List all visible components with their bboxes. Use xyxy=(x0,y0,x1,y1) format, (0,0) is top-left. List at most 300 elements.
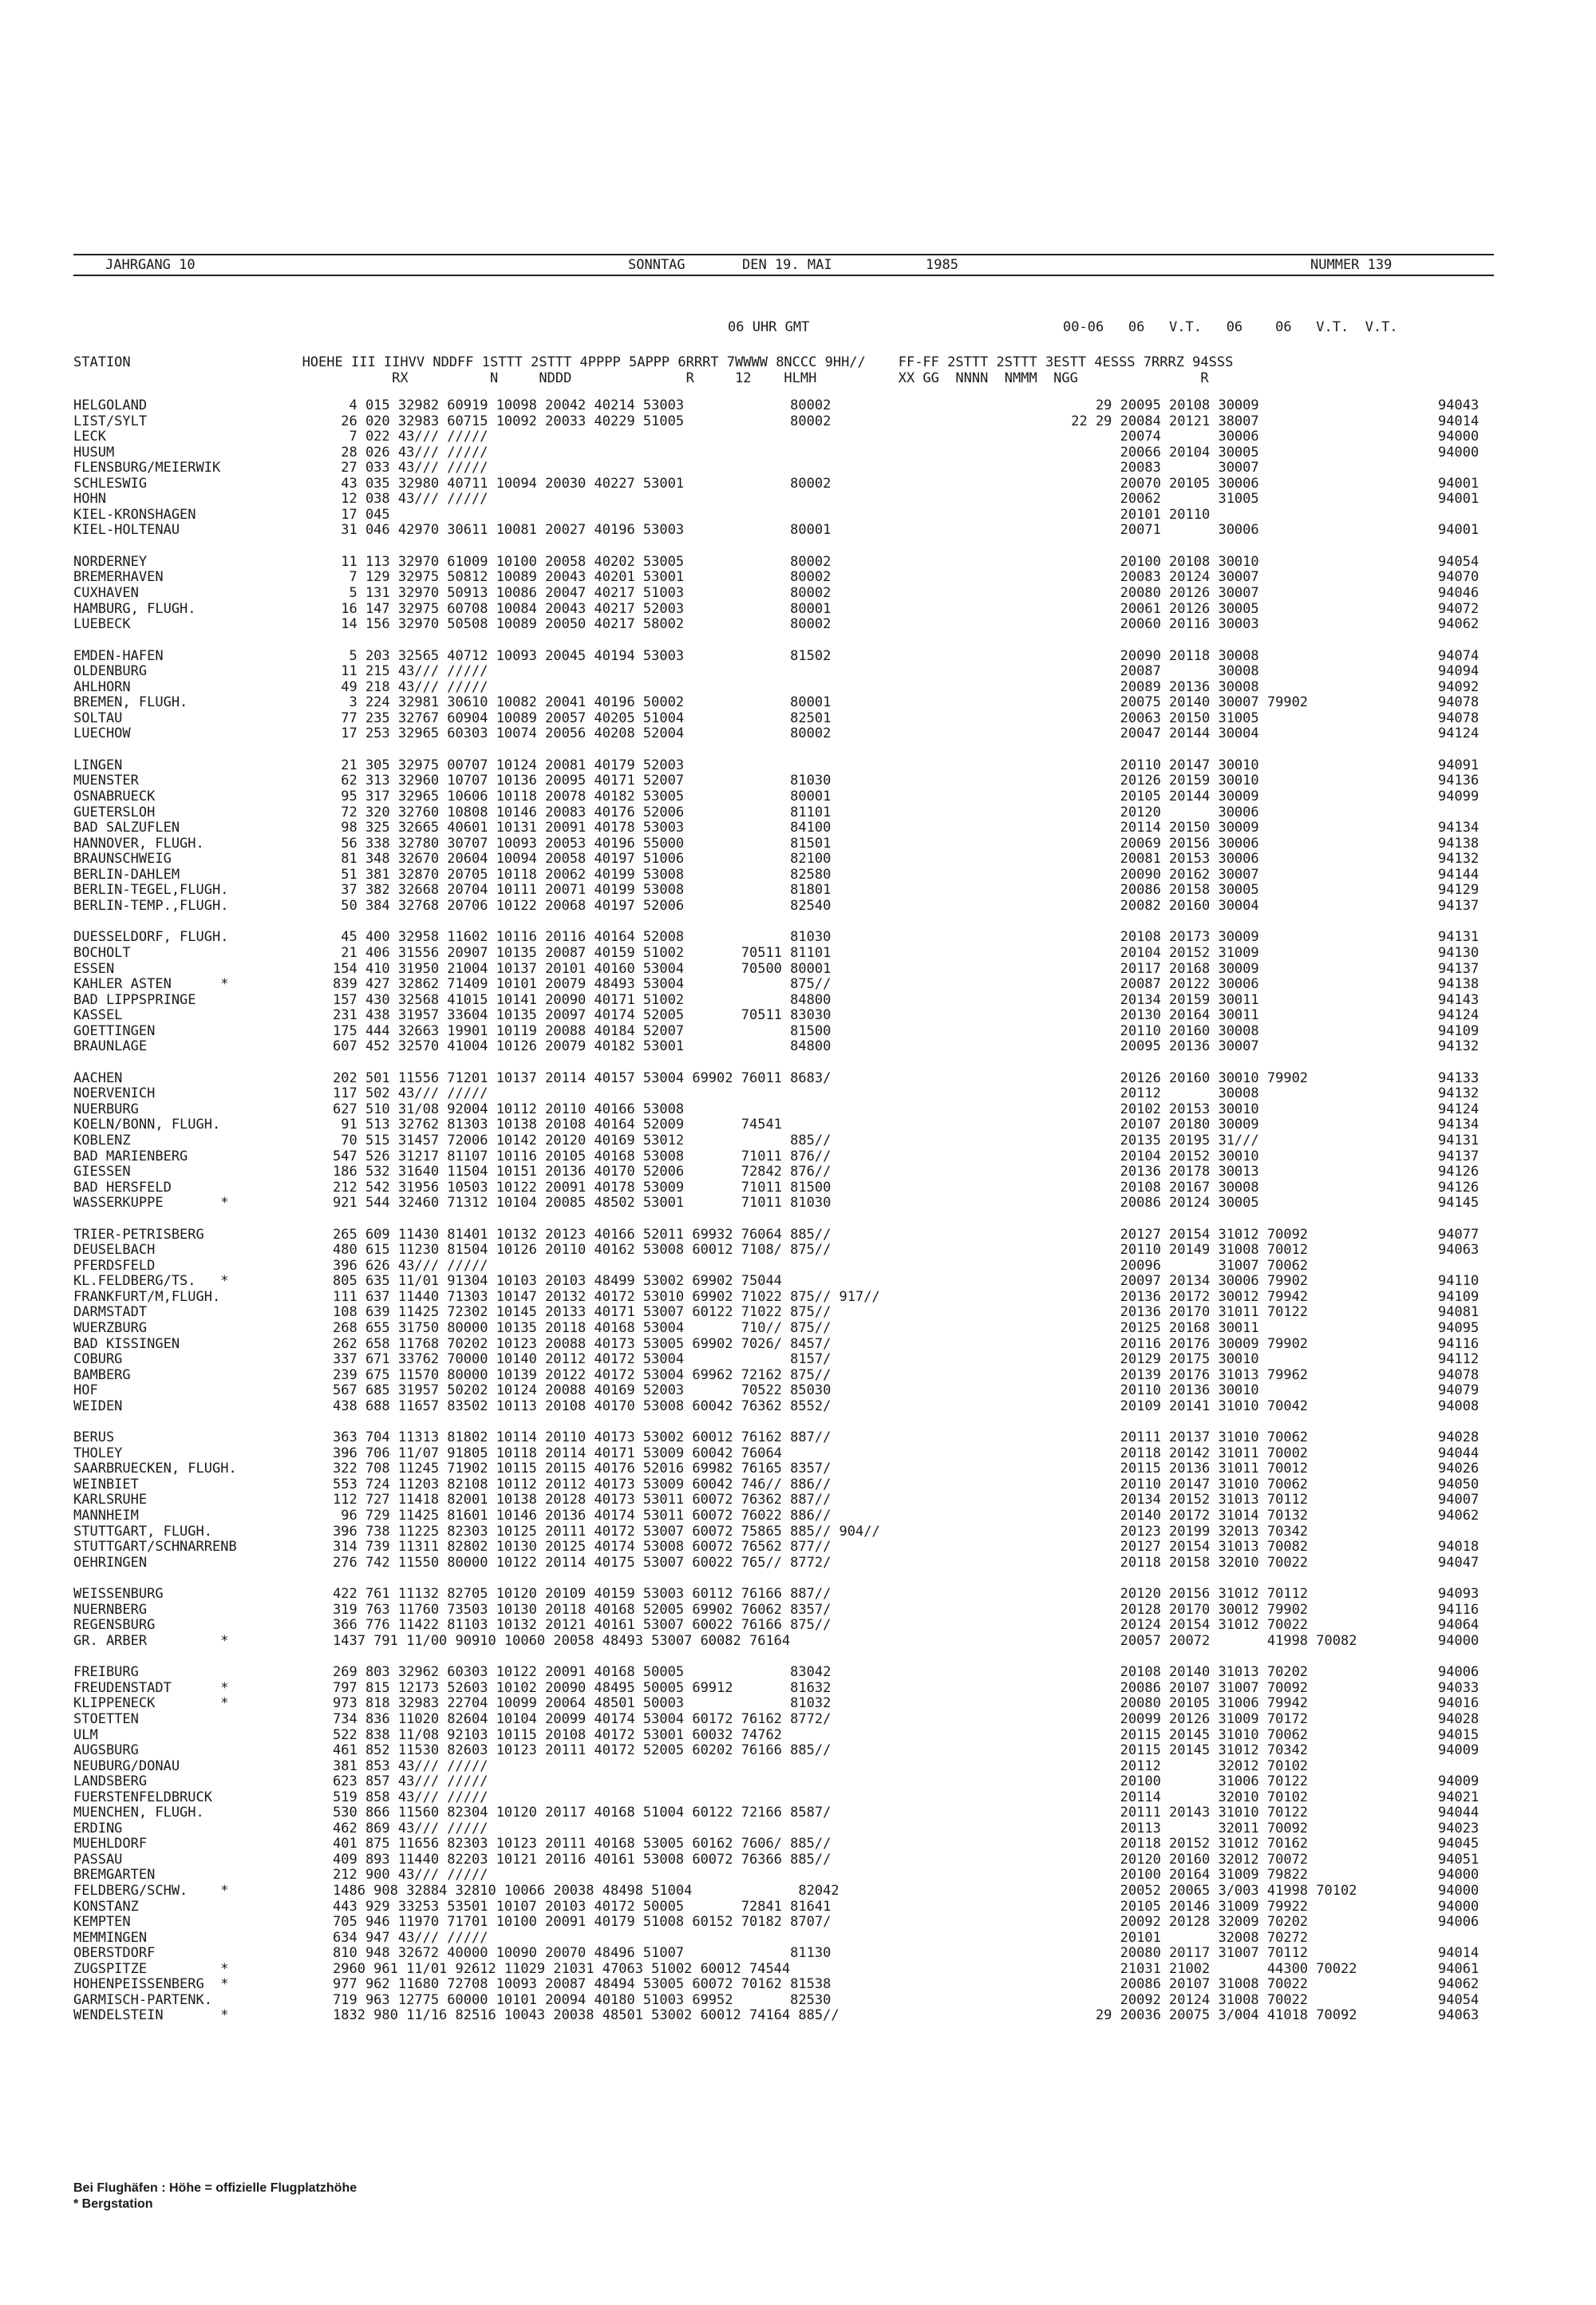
station-row xyxy=(73,1821,1494,1836)
station-snow-group: 94018 xyxy=(1438,1539,1479,1556)
station-snow-group: 94132 xyxy=(1438,1038,1479,1055)
station-main-obs: 108 639 11425 72302 10145 20133 40171 53007 60122 71022 875// xyxy=(333,1304,832,1321)
station-name: MANNHEIM xyxy=(73,1508,139,1524)
station-name: BERLIN-TEMP.,FLUGH. xyxy=(73,897,229,914)
station-row xyxy=(73,569,1494,585)
station-main-obs: 175 444 32663 19901 10119 20088 40184 52007 81500 xyxy=(333,1022,832,1039)
station-name: REGENSBURG xyxy=(73,1617,156,1634)
station-period-obs: 20115 20136 31011 70012 xyxy=(1063,1461,1309,1477)
station-row xyxy=(73,1180,1494,1196)
station-main-obs: 28 026 43/// ///// xyxy=(333,444,488,461)
station-name: HOHN xyxy=(73,491,106,508)
station-period-obs: 20108 20167 30008 xyxy=(1063,1179,1259,1196)
station-snow-group: 94016 xyxy=(1438,1695,1479,1712)
station-snow-group: 94078 xyxy=(1438,1366,1479,1383)
station-row xyxy=(73,1149,1494,1164)
station-period-obs: 20114 32010 70102 xyxy=(1063,1789,1309,1805)
station-snow-group: 94008 xyxy=(1438,1398,1479,1414)
station-main-obs: 212 542 31956 10503 10122 20091 40178 53009 71011 81500 xyxy=(333,1179,832,1196)
station-period-obs: 20134 20159 30011 xyxy=(1063,991,1259,1008)
station-period-obs: 20086 20107 31007 70092 xyxy=(1063,1679,1309,1696)
station-snow-group: 94006 xyxy=(1438,1664,1479,1681)
report-header xyxy=(73,254,1494,276)
station-snow-group: 94000 xyxy=(1438,429,1479,445)
station-row xyxy=(73,1398,1494,1414)
station-row xyxy=(73,1711,1494,1727)
station-row xyxy=(73,1524,1494,1540)
station-main-obs: 11 113 32970 61009 10100 20058 40202 53005 80002 xyxy=(333,553,832,570)
station-period-obs: 20061 20126 30005 xyxy=(1063,600,1259,617)
station-main-obs: 96 729 11425 81601 10146 20136 40174 53011 60072 76022 886// xyxy=(333,1508,832,1524)
station-name: HELGOLAND xyxy=(73,397,148,413)
station-main-obs: 462 869 43/// ///// xyxy=(333,1820,488,1836)
station-row xyxy=(73,1258,1494,1274)
station-row xyxy=(73,1555,1494,1571)
station-main-obs: 5 131 32970 50913 10086 20047 40217 51003 80002 xyxy=(333,585,832,602)
station-row xyxy=(73,694,1494,710)
station-row xyxy=(73,1664,1494,1680)
station-row xyxy=(73,1805,1494,1821)
station-main-obs: 627 510 31/08 92004 10112 20110 40166 53008 xyxy=(333,1101,685,1117)
station-main-obs: 519 858 43/// ///// xyxy=(333,1789,488,1805)
station-name: LECK xyxy=(73,429,106,445)
station-period-obs: 20118 20158 32010 70022 xyxy=(1063,1554,1309,1571)
station-main-obs: 3 224 32981 30610 10082 20041 40196 50002 80001 xyxy=(333,694,832,711)
station-period-obs: 20063 20150 31005 xyxy=(1063,710,1259,726)
station-row xyxy=(73,773,1494,789)
station-row xyxy=(73,1164,1494,1180)
station-name: KLIPPENECK * xyxy=(73,1695,229,1712)
station-period-obs: 20080 20117 31007 70112 xyxy=(1063,1945,1309,1962)
station-snow-group: 94044 xyxy=(1438,1445,1479,1461)
station-snow-group: 94095 xyxy=(1438,1319,1479,1336)
station-name: NEUBURG/DONAU xyxy=(73,1757,180,1774)
station-row xyxy=(73,1023,1494,1039)
station-snow-group: 94001 xyxy=(1438,475,1479,492)
station-period-obs: 20074 30006 xyxy=(1063,429,1259,445)
station-row xyxy=(73,476,1494,492)
station-name: LIST/SYLT xyxy=(73,413,148,429)
station-row xyxy=(73,1085,1494,1101)
station-period-obs: 20090 20118 30008 xyxy=(1063,647,1259,664)
station-name: GR. ARBER * xyxy=(73,1632,229,1649)
station-main-obs: 11 215 43/// ///// xyxy=(333,663,488,680)
station-snow-group: 94133 xyxy=(1438,1069,1479,1086)
station-snow-group: 94134 xyxy=(1438,820,1479,836)
station-period-obs: 20136 20172 30012 79942 xyxy=(1063,1288,1309,1305)
station-main-obs: 7 022 43/// ///// xyxy=(333,429,488,445)
station-row xyxy=(73,554,1494,570)
station-main-obs: 396 738 11225 82303 10125 20111 40172 53007 60072 75865 885// 904// xyxy=(333,1523,880,1540)
station-row xyxy=(73,1727,1494,1743)
station-row xyxy=(73,1477,1494,1493)
group-spacer xyxy=(73,741,1494,757)
station-row xyxy=(73,491,1494,507)
station-row xyxy=(73,648,1494,664)
station-snow-group: 94091 xyxy=(1438,757,1479,773)
station-name: BRAUNSCHWEIG xyxy=(73,851,172,868)
station-name: GOETTINGEN xyxy=(73,1022,156,1039)
station-name: BRAUNLAGE xyxy=(73,1038,148,1055)
station-snow-group: 94144 xyxy=(1438,866,1479,883)
station-name: BAD HERSFELD xyxy=(73,1179,172,1196)
station-snow-group: 94132 xyxy=(1438,1085,1479,1102)
station-name: AACHEN xyxy=(73,1069,123,1086)
station-name: NUERBURG xyxy=(73,1101,139,1117)
station-period-obs: 20118 20142 31011 70002 xyxy=(1063,1445,1309,1461)
station-row xyxy=(73,1930,1494,1946)
station-main-obs: 14 156 32970 50508 10089 20050 40217 58002 80002 xyxy=(333,616,832,633)
station-main-obs: 921 544 32460 71312 10104 20085 48502 53001 71011 81030 xyxy=(333,1195,832,1212)
station-name: KAHLER ASTEN * xyxy=(73,976,229,993)
station-main-obs: 396 626 43/// ///// xyxy=(333,1257,488,1274)
station-main-obs: 480 615 11230 81504 10126 20110 40162 53008 60012 7108/ 875// xyxy=(333,1242,832,1259)
station-name: KOELN/BONN, FLUGH. xyxy=(73,1117,221,1133)
station-main-obs: 7 129 32975 50812 10089 20043 40201 53001 80002 xyxy=(333,569,832,586)
station-name: STUTTGART/SCHNARRENB xyxy=(73,1539,237,1556)
station-name: SOLTAU xyxy=(73,710,123,726)
station-period-obs: 20096 31007 70062 xyxy=(1063,1257,1309,1274)
station-period-obs: 20083 20124 30007 xyxy=(1063,569,1259,586)
station-period-obs: 20070 20105 30006 xyxy=(1063,475,1259,492)
group-spacer xyxy=(73,538,1494,554)
station-name: WEISSENBURG xyxy=(73,1586,164,1603)
station-name: BREMERHAVEN xyxy=(73,569,164,586)
station-period-obs: 20083 30007 xyxy=(1063,460,1259,476)
station-row xyxy=(73,1899,1494,1915)
station-row xyxy=(73,1367,1494,1383)
column-codes-line1: STATION HOEHE III IIHVV NDDFF 1STTT 2STTT 4PPPP 5APPP 6RRRT 7WWWW 8NCCC 9HH// FF-FF 2STTT 2STTT 3ESTT 4ESSS 7RRRZ 94SSS xyxy=(73,354,1234,370)
station-name: KASSEL xyxy=(73,1007,123,1024)
station-snow-group: 94129 xyxy=(1438,882,1479,899)
group-spacer xyxy=(73,1054,1494,1070)
station-period-obs: 20117 20168 30009 xyxy=(1063,960,1259,977)
station-name: KL.FELDBERG/TS. * xyxy=(73,1273,229,1290)
station-row xyxy=(73,789,1494,805)
station-row xyxy=(73,805,1494,820)
station-period-obs: 20127 20154 31012 70092 xyxy=(1063,1226,1309,1243)
station-snow-group: 94054 xyxy=(1438,1991,1479,2008)
station-snow-group: 94099 xyxy=(1438,789,1479,805)
station-main-obs: 366 776 11422 81103 10132 20121 40161 53007 60022 76166 875// xyxy=(333,1617,832,1634)
station-period-obs: 20086 20158 30005 xyxy=(1063,882,1259,899)
station-period-obs: 20100 31006 70122 xyxy=(1063,1773,1309,1790)
station-snow-group: 94136 xyxy=(1438,773,1479,789)
station-period-obs: 20123 20199 32013 70342 xyxy=(1063,1523,1309,1540)
station-snow-group: 94138 xyxy=(1438,835,1479,852)
station-name: BAD LIPPSPRINGE xyxy=(73,991,196,1008)
station-name: KEMPTEN xyxy=(73,1914,131,1931)
station-main-obs: 212 900 43/// ///// xyxy=(333,1867,488,1884)
station-period-obs: 20110 20136 30010 xyxy=(1063,1382,1259,1399)
station-name: DEUSELBACH xyxy=(73,1242,156,1259)
station-row xyxy=(73,1836,1494,1852)
station-main-obs: 839 427 32862 71409 10101 20079 48493 53004 875// xyxy=(333,976,832,993)
station-name: BERLIN-DAHLEM xyxy=(73,866,180,883)
station-main-obs: 21 406 31556 20907 10135 20087 40159 51002 70511 81101 xyxy=(333,944,832,961)
station-snow-group: 94000 xyxy=(1438,1883,1479,1900)
station-snow-group: 94131 xyxy=(1438,1132,1479,1149)
station-period-obs: 20108 20173 30009 xyxy=(1063,929,1259,946)
station-snow-group: 94143 xyxy=(1438,991,1479,1008)
station-snow-group: 94078 xyxy=(1438,694,1479,711)
station-main-obs: 265 609 11430 81401 10132 20123 40166 52011 69932 76064 885// xyxy=(333,1226,832,1243)
station-row xyxy=(73,976,1494,992)
station-snow-group: 94047 xyxy=(1438,1554,1479,1571)
time-header-right: 00-06 06 V.T. 06 06 V.T. V.T. xyxy=(1063,319,1398,335)
station-snow-group: 94134 xyxy=(1438,1117,1479,1133)
station-row xyxy=(73,507,1494,523)
station-main-obs: 70 515 31457 72006 10142 20120 40169 53012 885// xyxy=(333,1132,832,1149)
station-row xyxy=(73,1773,1494,1789)
station-row xyxy=(73,1758,1494,1774)
station-main-obs: 401 875 11656 82303 10123 20111 40168 53005 60162 7606/ 885// xyxy=(333,1836,832,1852)
station-snow-group: 94112 xyxy=(1438,1351,1479,1368)
station-main-obs: 396 706 11/07 91805 10118 20114 40171 53009 60042 76064 xyxy=(333,1445,782,1461)
station-period-obs: 21031 21002 44300 70022 xyxy=(1063,1960,1357,1977)
station-snow-group: 94137 xyxy=(1438,897,1479,914)
station-row xyxy=(73,726,1494,741)
station-row xyxy=(73,929,1494,945)
station-snow-group: 94028 xyxy=(1438,1711,1479,1728)
station-name: HOF xyxy=(73,1382,98,1399)
station-period-obs: 20104 20152 30010 xyxy=(1063,1148,1259,1164)
station-period-obs: 20102 20153 30010 xyxy=(1063,1101,1259,1117)
station-snow-group: 94131 xyxy=(1438,929,1479,946)
footnote-mountain-station: * Bergstation xyxy=(73,2197,153,2211)
station-row xyxy=(73,1289,1494,1305)
station-main-obs: 5 203 32565 40712 10093 20045 40194 53003 81502 xyxy=(333,647,832,664)
station-snow-group: 94109 xyxy=(1438,1288,1479,1305)
group-spacer xyxy=(73,1413,1494,1429)
station-main-obs: 16 147 32975 60708 10084 20043 40217 52003 80001 xyxy=(333,600,832,617)
station-period-obs: 20114 20150 30009 xyxy=(1063,820,1259,836)
station-period-obs: 20101 20110 xyxy=(1063,506,1211,523)
station-snow-group: 94124 xyxy=(1438,1101,1479,1117)
station-period-obs: 20136 20170 31011 70122 xyxy=(1063,1304,1309,1321)
station-period-obs: 20089 20136 30008 xyxy=(1063,678,1259,695)
station-main-obs: 4 015 32982 60919 10098 20042 40214 53003 80002 xyxy=(333,397,832,413)
station-period-obs: 20140 20172 31014 70132 xyxy=(1063,1508,1309,1524)
station-name: NORDERNEY xyxy=(73,553,148,570)
station-main-obs: 31 046 42970 30611 10081 20027 40196 53003 80001 xyxy=(333,522,832,539)
station-name: BREMEN, FLUGH. xyxy=(73,694,188,711)
station-period-obs: 20111 20137 31010 70062 xyxy=(1063,1429,1309,1446)
station-main-obs: 154 410 31950 21004 10137 20101 40160 53004 70500 80001 xyxy=(333,960,832,977)
station-name: FELDBERG/SCHW. * xyxy=(73,1883,229,1900)
station-row xyxy=(73,1007,1494,1023)
station-name: THOLEY xyxy=(73,1445,123,1461)
station-snow-group: 94094 xyxy=(1438,663,1479,680)
station-snow-group: 94014 xyxy=(1438,413,1479,429)
station-period-obs: 20081 20153 30006 xyxy=(1063,851,1259,868)
station-main-obs: 43 035 32980 40711 10094 20030 40227 53001 80002 xyxy=(333,475,832,492)
station-name: WENDELSTEIN * xyxy=(73,2007,229,2024)
station-snow-group: 94130 xyxy=(1438,944,1479,961)
station-snow-group: 94126 xyxy=(1438,1164,1479,1180)
station-snow-group: 94093 xyxy=(1438,1586,1479,1603)
station-main-obs: 27 033 43/// ///// xyxy=(333,460,488,476)
station-name: STUTTGART, FLUGH. xyxy=(73,1523,212,1540)
column-codes-line2: RX N NDDD R 12 HLMH XX GG NNNN NMMM NGG R xyxy=(73,370,1209,386)
station-period-obs: 20108 20140 31013 70202 xyxy=(1063,1664,1309,1681)
station-name: OEHRINGEN xyxy=(73,1554,148,1571)
station-main-obs: 81 348 32670 20604 10094 20058 40197 51006 82100 xyxy=(333,851,832,868)
station-snow-group: 94062 xyxy=(1438,1976,1479,1993)
station-row xyxy=(73,413,1494,429)
station-row xyxy=(73,1273,1494,1289)
station-main-obs: 239 675 11570 80000 10139 20122 40172 53004 69962 72162 875// xyxy=(333,1366,832,1383)
station-period-obs: 20087 20122 30006 xyxy=(1063,976,1259,993)
station-row xyxy=(73,1992,1494,2008)
station-row xyxy=(73,1867,1494,1883)
station-period-obs: 20110 20160 30008 xyxy=(1063,1022,1259,1039)
station-name: GIESSEN xyxy=(73,1164,131,1180)
station-snow-group: 94138 xyxy=(1438,976,1479,993)
station-main-obs: 438 688 11657 83502 10113 20108 40170 53008 60042 76362 8552/ xyxy=(333,1398,832,1414)
station-row xyxy=(73,992,1494,1008)
station-snow-group: 94001 xyxy=(1438,522,1479,539)
station-period-obs: 20090 20162 30007 xyxy=(1063,866,1259,883)
station-main-obs: 363 704 11313 81802 10114 20110 40173 53002 60012 76162 887// xyxy=(333,1429,832,1446)
station-main-obs: 117 502 43/// ///// xyxy=(333,1085,488,1102)
station-snow-group: 94043 xyxy=(1438,397,1479,413)
station-name: ULM xyxy=(73,1726,98,1743)
station-main-obs: 461 852 11530 82603 10123 20111 40172 52005 60202 76166 885// xyxy=(333,1742,832,1759)
station-name: BAD KISSINGEN xyxy=(73,1335,180,1352)
station-row xyxy=(73,1445,1494,1461)
station-name: FUERSTENFELDBRUCK xyxy=(73,1789,212,1805)
station-main-obs: 51 381 32870 20705 10118 20062 40199 53008 82580 xyxy=(333,866,832,883)
station-row xyxy=(73,1586,1494,1602)
station-row xyxy=(73,1320,1494,1336)
station-name: FLENSBURG/MEIERWIK xyxy=(73,460,221,476)
station-main-obs: 422 761 11132 82705 10120 20109 40159 53003 60112 76166 887// xyxy=(333,1586,832,1603)
station-main-obs: 314 739 11311 82802 10130 20125 40174 53008 60072 76562 877// xyxy=(333,1539,832,1556)
station-row xyxy=(73,679,1494,695)
station-row xyxy=(73,1883,1494,1899)
station-main-obs: 567 685 31957 50202 10124 20088 40169 52003 70522 85030 xyxy=(333,1382,832,1399)
station-main-obs: 977 962 11680 72708 10093 20087 48494 53005 60072 70162 81538 xyxy=(333,1976,832,1993)
station-name: WUERZBURG xyxy=(73,1319,148,1336)
station-main-obs: 269 803 32962 60303 10122 20091 40168 50005 83042 xyxy=(333,1664,832,1681)
station-period-obs: 20069 20156 30006 xyxy=(1063,835,1259,852)
station-name: KOBLENZ xyxy=(73,1132,131,1149)
station-row xyxy=(73,1945,1494,1961)
station-period-obs: 20113 32011 70092 xyxy=(1063,1820,1309,1836)
station-period-obs: 20092 20128 32009 70202 xyxy=(1063,1914,1309,1931)
station-snow-group: 94054 xyxy=(1438,553,1479,570)
station-snow-group: 94062 xyxy=(1438,1508,1479,1524)
station-name: NUERNBERG xyxy=(73,1601,148,1618)
station-row xyxy=(73,1602,1494,1618)
station-main-obs: 157 430 32568 41015 10141 20090 40171 51002 84800 xyxy=(333,991,832,1008)
station-main-obs: 268 655 31750 80000 10135 20118 40168 53004 710// 875// xyxy=(333,1319,832,1336)
station-period-obs: 20047 20144 30004 xyxy=(1063,726,1259,742)
station-period-obs: 20107 20180 30009 xyxy=(1063,1117,1259,1133)
station-snow-group: 94124 xyxy=(1438,1007,1479,1024)
station-row xyxy=(73,882,1494,898)
station-name: MUENSTER xyxy=(73,773,139,789)
station-main-obs: 37 382 32668 20704 10111 20071 40199 53008 81801 xyxy=(333,882,832,899)
station-name: WASSERKUPPE * xyxy=(73,1195,229,1212)
station-period-obs: 20116 20176 30009 79902 xyxy=(1063,1335,1309,1352)
station-row xyxy=(73,1852,1494,1868)
station-snow-group: 94079 xyxy=(1438,1382,1479,1399)
date-label: DEN 19. MAI xyxy=(742,257,832,273)
station-snow-group: 94006 xyxy=(1438,1914,1479,1931)
time-header-main: 06 UHR GMT xyxy=(728,319,810,335)
station-main-obs: 634 947 43/// ///// xyxy=(333,1929,488,1946)
station-name: HOHENPEISSENBERG * xyxy=(73,1976,229,1993)
station-name: HAMBURG, FLUGH. xyxy=(73,600,196,617)
station-main-obs: 973 818 32983 22704 10099 20064 48501 50003 81032 xyxy=(333,1695,832,1712)
station-period-obs: 20100 20164 31009 79822 xyxy=(1063,1867,1309,1884)
station-main-obs: 409 893 11440 82203 10121 20116 40161 53008 60072 76366 885// xyxy=(333,1851,832,1868)
station-snow-group: 94009 xyxy=(1438,1742,1479,1759)
station-row xyxy=(73,2007,1494,2023)
station-period-obs: 20075 20140 30007 79902 xyxy=(1063,694,1309,711)
station-main-obs: 21 305 32975 00707 10124 20081 40179 52003 xyxy=(333,757,685,773)
station-name: ZUGSPITZE * xyxy=(73,1960,229,1977)
station-row xyxy=(73,522,1494,538)
station-period-obs: 20120 30006 xyxy=(1063,804,1259,820)
group-spacer xyxy=(73,1648,1494,1664)
station-period-obs: 20071 30006 xyxy=(1063,522,1259,539)
station-snow-group: 94116 xyxy=(1438,1335,1479,1352)
station-main-obs: 337 671 33762 70000 10140 20112 40172 53004 8157/ xyxy=(333,1351,832,1368)
station-snow-group: 94045 xyxy=(1438,1836,1479,1852)
station-period-obs: 20109 20141 31010 70042 xyxy=(1063,1398,1309,1414)
group-spacer xyxy=(73,632,1494,648)
station-name: WEIDEN xyxy=(73,1398,123,1414)
station-snow-group: 94007 xyxy=(1438,1492,1479,1508)
station-main-obs: 186 532 31640 11504 10151 20136 40170 52006 72842 876// xyxy=(333,1164,832,1180)
station-row xyxy=(73,429,1494,445)
station-snow-group: 94077 xyxy=(1438,1226,1479,1243)
station-main-obs: 72 320 32760 10808 10146 20083 40176 52006 81101 xyxy=(333,804,832,820)
station-name: EMDEN-HAFEN xyxy=(73,647,164,664)
station-name: MUEHLDORF xyxy=(73,1836,148,1852)
station-snow-group: 94001 xyxy=(1438,491,1479,508)
station-name: BAD SALZUFLEN xyxy=(73,820,180,836)
station-period-obs: 20127 20154 31013 70082 xyxy=(1063,1539,1309,1556)
station-name: DUESSELDORF, FLUGH. xyxy=(73,929,229,946)
station-table xyxy=(73,397,1494,2023)
station-snow-group: 94092 xyxy=(1438,678,1479,695)
station-row xyxy=(73,851,1494,867)
footnote-airports: Bei Flughäfen : Höhe = offizielle Flugplatzhöhe xyxy=(73,2181,358,2195)
station-main-obs: 26 020 32983 60715 10092 20033 40229 51005 80002 xyxy=(333,413,832,429)
weekday-label: SONNTAG xyxy=(628,257,685,273)
station-period-obs: 20129 20175 30010 xyxy=(1063,1351,1259,1368)
station-snow-group: 94000 xyxy=(1438,1867,1479,1884)
station-main-obs: 547 526 31217 81107 10116 20105 40168 53008 71011 876// xyxy=(333,1148,832,1164)
station-snow-group: 94116 xyxy=(1438,1601,1479,1618)
station-snow-group: 94021 xyxy=(1438,1789,1479,1805)
station-main-obs: 91 513 32762 81303 10138 20108 40164 52009 74541 xyxy=(333,1117,782,1133)
station-name: NOERVENICH xyxy=(73,1085,156,1102)
station-period-obs: 20139 20176 31013 79962 xyxy=(1063,1366,1309,1383)
station-row xyxy=(73,1304,1494,1320)
station-row xyxy=(73,1101,1494,1117)
station-snow-group: 94023 xyxy=(1438,1820,1479,1836)
station-period-obs: 20112 32012 70102 xyxy=(1063,1757,1309,1774)
station-period-obs: 20110 20147 30010 xyxy=(1063,757,1259,773)
station-row xyxy=(73,867,1494,883)
station-row xyxy=(73,1742,1494,1758)
station-name: FREUDENSTADT * xyxy=(73,1679,229,1696)
